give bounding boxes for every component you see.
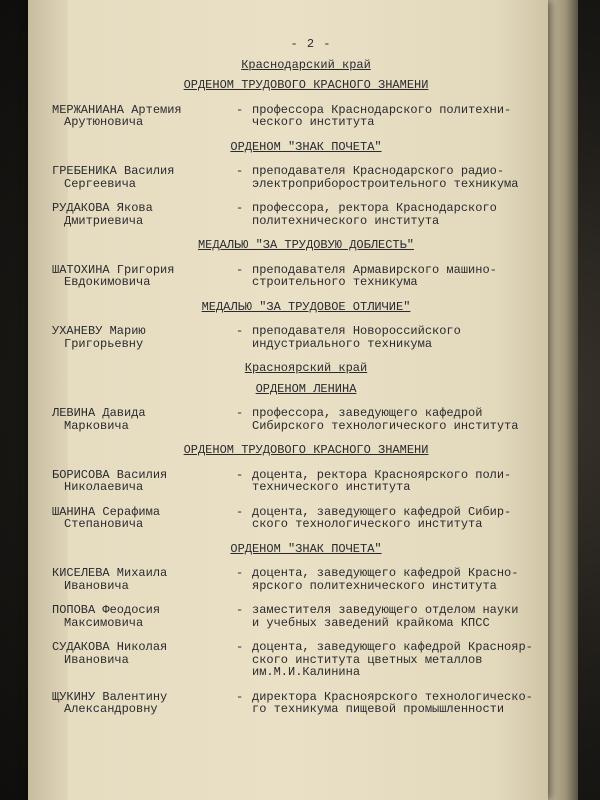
position-first-line bbox=[236, 325, 540, 338]
award-heading: ОРДЕНОМ ЛЕНИНА bbox=[255, 381, 357, 396]
position-continuation: политехнического института bbox=[252, 213, 440, 228]
recipient-surname-first: БОРИСОВА Василия bbox=[52, 467, 168, 482]
position-text: доцента, ректора Красноярского поли- bbox=[252, 467, 512, 482]
document-page bbox=[28, 0, 548, 800]
dash-mark: - bbox=[236, 603, 244, 617]
position-continuation: ского института цветных металлов bbox=[252, 652, 483, 667]
position-first-line bbox=[236, 202, 540, 215]
recipient-surname-first: ЩУКИНУ Валентину bbox=[52, 689, 168, 704]
dash-mark: - bbox=[236, 689, 244, 704]
award-entry bbox=[52, 104, 540, 129]
award-sections bbox=[52, 59, 540, 716]
recipient-position bbox=[232, 506, 540, 531]
position-continuation: индустриального техникума bbox=[252, 336, 433, 351]
position-first-line bbox=[236, 407, 540, 420]
recipient-name bbox=[52, 469, 232, 494]
position-continuation: го техникума пищевой промышленности bbox=[252, 702, 505, 716]
recipient-surname-first: СУДАКОВА Николая bbox=[52, 640, 168, 654]
recipient-position bbox=[232, 641, 540, 679]
position-text: доцента, заведующего кафедрой Краснояр- bbox=[252, 640, 533, 654]
position-text: преподавателя Краснодарского радио- bbox=[252, 164, 505, 178]
position-continuation: Сибирского технологического института bbox=[252, 418, 519, 433]
dash-mark: - bbox=[236, 566, 244, 580]
recipient-patronymic: Арутюновича bbox=[64, 115, 144, 129]
recipient-name bbox=[52, 325, 232, 350]
position-first-line bbox=[236, 567, 540, 580]
document-body bbox=[52, 38, 540, 728]
recipient-patronymic: Марковича bbox=[64, 418, 129, 433]
recipient-surname-first: ЛЕВИНА Давида bbox=[52, 406, 146, 420]
dash-mark: - bbox=[236, 201, 244, 215]
recipient-name bbox=[52, 264, 232, 289]
award-entry bbox=[52, 264, 540, 289]
recipient-surname-first: ШАТОХИНА Григория bbox=[52, 262, 175, 277]
region-section bbox=[52, 59, 540, 351]
position-text: директора Красноярского технологическо- bbox=[252, 689, 533, 704]
dash-mark: - bbox=[236, 640, 244, 654]
recipient-surname-first: ШАНИНА Серафима bbox=[52, 504, 161, 519]
position-continuation: ческого института bbox=[252, 115, 375, 129]
award-entry bbox=[52, 407, 540, 432]
award-entry bbox=[52, 469, 540, 494]
recipient-patronymic: Максимовича bbox=[64, 615, 144, 630]
recipient-surname-first: ПОПОВА Феодосия bbox=[52, 603, 161, 617]
recipient-name bbox=[52, 104, 232, 129]
recipient-patronymic: Ивановича bbox=[64, 652, 129, 667]
position-continuation: и учебных заведений крайкома КПСС bbox=[252, 615, 490, 630]
position-continuation: ского технологического института bbox=[252, 517, 483, 531]
dash-mark: - bbox=[236, 102, 244, 117]
award-entry bbox=[52, 691, 540, 716]
award-heading: МЕДАЛЬЮ "ЗА ТРУДОВУЮ ДОБЛЕСТЬ" bbox=[197, 238, 415, 252]
recipient-patronymic: Сергеевича bbox=[64, 176, 137, 191]
page-stack-edge bbox=[548, 0, 578, 800]
position-text: преподавателя Армавирского машино- bbox=[252, 262, 497, 277]
award-heading: ОРДЕНОМ ТРУДОВОГО КРАСНОГО ЗНАМЕНИ bbox=[183, 443, 429, 457]
recipient-name bbox=[52, 641, 232, 679]
dash-mark: - bbox=[236, 406, 244, 420]
position-text: преподавателя Новороссийского bbox=[252, 324, 461, 338]
recipient-position bbox=[232, 325, 540, 350]
recipient-patronymic: Ивановича bbox=[64, 578, 129, 593]
recipient-position bbox=[232, 469, 540, 494]
recipient-patronymic: Степановича bbox=[64, 517, 144, 531]
recipient-surname-first: УХАНЕВУ Марию bbox=[52, 324, 146, 338]
award-entry bbox=[52, 506, 540, 531]
position-continuation: им.М.И.Калинина bbox=[252, 665, 361, 679]
award-entry bbox=[52, 202, 540, 227]
recipient-surname-first: МЕРЖАНИАНА Артемия bbox=[52, 102, 182, 117]
award-entry bbox=[52, 325, 540, 350]
recipient-name bbox=[52, 567, 232, 592]
dash-mark: - bbox=[236, 164, 244, 178]
position-first-line bbox=[236, 604, 540, 617]
award-heading: ОРДЕНОМ "ЗНАК ПОЧЕТА" bbox=[230, 139, 382, 154]
award-heading: ОРДЕНОМ ТРУДОВОГО КРАСНОГО ЗНАМЕНИ bbox=[183, 78, 429, 92]
award-entry bbox=[52, 604, 540, 629]
position-continuation: ярского политехнического института bbox=[252, 578, 497, 593]
recipient-surname-first: РУДАКОВА Якова bbox=[52, 201, 153, 215]
position-text: заместителя заведующего отделом науки bbox=[252, 603, 519, 617]
recipient-position bbox=[232, 567, 540, 592]
dash-mark: - bbox=[236, 262, 244, 277]
dash-mark: - bbox=[236, 324, 244, 338]
award-heading: МЕДАЛЬЮ "ЗА ТРУДОВОЕ ОТЛИЧИЕ" bbox=[201, 299, 411, 314]
position-text: профессора, ректора Краснодарского bbox=[252, 201, 497, 215]
recipient-name bbox=[52, 691, 232, 716]
region-section bbox=[52, 362, 540, 716]
recipient-name bbox=[52, 407, 232, 432]
recipient-position bbox=[232, 264, 540, 289]
recipient-position bbox=[232, 104, 540, 129]
position-text: доцента, заведующего кафедрой Красно- bbox=[252, 566, 519, 580]
recipient-patronymic: Дмитриевича bbox=[64, 213, 144, 228]
dash-mark: - bbox=[236, 504, 244, 519]
position-first-line bbox=[236, 641, 540, 654]
recipient-name bbox=[52, 202, 232, 227]
recipient-surname-first: ГРЕБЕНИКА Василия bbox=[52, 164, 175, 178]
award-entry bbox=[52, 641, 540, 679]
position-text: профессора, заведующего кафедрой bbox=[252, 406, 483, 420]
position-continuation: технического института bbox=[252, 480, 411, 494]
recipient-patronymic: Александровну bbox=[64, 702, 158, 716]
recipient-patronymic: Григорьевну bbox=[64, 336, 144, 351]
dash-mark: - bbox=[236, 467, 244, 482]
recipient-surname-first: КИСЕЛЕВА Михаила bbox=[52, 566, 168, 580]
recipient-position bbox=[232, 202, 540, 227]
page-number: - 2 - bbox=[290, 37, 332, 51]
recipient-patronymic: Евдокимовича bbox=[64, 275, 151, 289]
position-first-line bbox=[236, 165, 540, 178]
recipient-position bbox=[232, 165, 540, 190]
award-heading: ОРДЕНОМ "ЗНАК ПОЧЕТА" bbox=[230, 541, 382, 556]
recipient-position bbox=[232, 407, 540, 432]
recipient-name bbox=[52, 165, 232, 190]
position-continuation: строительного техникума bbox=[252, 275, 418, 289]
award-entry bbox=[52, 567, 540, 592]
position-text: доцента, заведующего кафедрой Сибир- bbox=[252, 504, 512, 519]
award-entry bbox=[52, 165, 540, 190]
recipient-position bbox=[232, 604, 540, 629]
region-heading: Краснодарский край bbox=[241, 57, 371, 72]
position-text: профессора Краснодарского политехни- bbox=[252, 102, 512, 117]
recipient-patronymic: Николаевича bbox=[64, 480, 144, 494]
recipient-position bbox=[232, 691, 540, 716]
recipient-name bbox=[52, 604, 232, 629]
recipient-name bbox=[52, 506, 232, 531]
region-heading: Красноярский край bbox=[244, 361, 368, 375]
position-continuation: электроприборостроительного техникума bbox=[252, 176, 519, 191]
